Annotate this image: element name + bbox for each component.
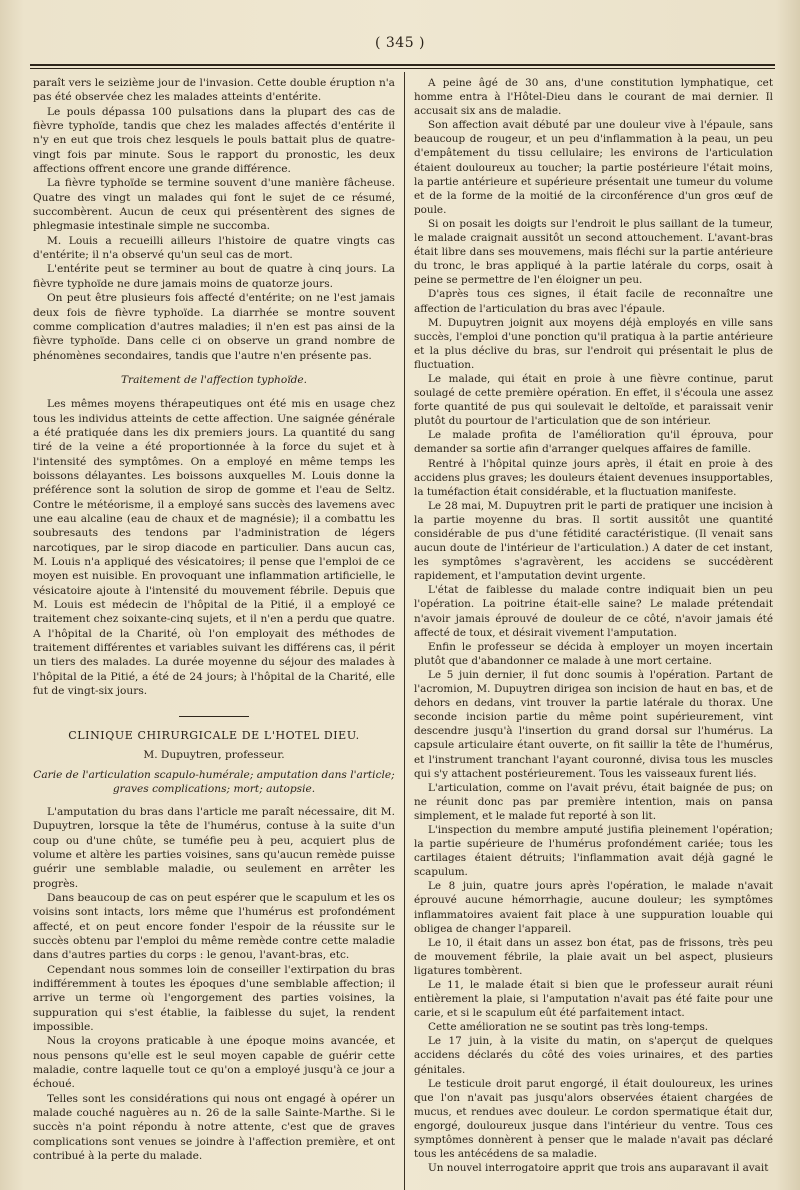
paragraph: D'après tous ces signes, il était facile de reconnaître une affection de l'articulation du bras avec l'épaule.	[414, 288, 773, 315]
case-summary: Carie de l'articulation scapulo-humérale; amputation dans l'article; graves complications; mort; autopsie.	[33, 769, 395, 796]
paragraph: Rentré à l'hôpital quinze jours après, il était en proie à des accidens plus graves; les douleurs étaient devenues insupportables, la tuméfaction était considérable, et la fluctuation manifeste.	[414, 457, 773, 498]
paragraph: M. Louis a recueilli ailleurs l'histoire de quatre vingts cas d'entérite; il n'a observé qu'un seul cas de mort.	[33, 234, 395, 262]
paragraph: Le 8 juin, quatre jours après l'opération, le malade n'avait éprouvé aucune hémorrhagie, aucune douleur; les symptômes inflammatoires avaient fait place à une suppuration louable qui obligea de changer l'appareil.	[414, 880, 773, 935]
paragraph: Le malade, qui était en proie à une fièvre continue, parut soulagé de cette première opération. En effet, il s'écoula une assez forte quantité de pus qui soulevait le deltoïde, et paraissait venir plutôt du pourtour de l'articulation que de son intérieur.	[414, 372, 773, 428]
paragraph: M. Dupuytren joignit aux moyens déjà employés en ville sans succès, l'emploi d'une ponction qu'il pratiqua à la partie antérieure et la plus déclive du bras, sur l'endroit qui présentait le plus de fluctuation.	[414, 316, 773, 371]
paragraph: paraît vers le seizième jour de l'invasion. Cette double éruption n'a pas été observée chez les malades atteints d'entérite.	[33, 77, 395, 104]
professor-line: M. Dupuytren, professeur.	[143, 748, 285, 761]
paragraph: Le malade profita de l'amélioration qu'il éprouva, pour demander sa sortie afin d'arranger quelques affaires de famille.	[414, 429, 773, 456]
paragraph: On peut être plusieurs fois affecté d'entérite; on ne l'est jamais deux fois de fièvre typhoïde. La diarrhée se montre souvent comme complication d'autres maladies; il n'en est pas ainsi de la fièvre typhoïde. Dans celle ci on observe un grand nombre de phénomènes secondaires, tandis que l'autre n'en présente pas.	[33, 292, 395, 362]
paragraph: Les mêmes moyens thérapeutiques ont été mis en usage chez tous les individus atteints de cette affection. Une saignée générale a été pratiquée dans les dix premiers jours. La quantité du sang tiré de la veine a été proportionnée à la force du sujet et à l'intensité des symptômes. On a employé en même temps les boissons délayantes. Les boissons auxquelles M. Louis donne la préférence sont la solution de sirop de gomme et l'eau de Seltz. Contre le météorisme, il a employé sans succès des lavemens avec une eau alcaline (eau de chaux et de magnésie); il a combattu les soubresauts des tendons par l'administration de légers narcotiques, par le sirop diacode en particulier. Dans aucun cas, M. Louis n'a appliqué des vésicatoires; il pense que l'emploi de ce moyen est nuisible. En provoquant une inflammation artificielle, le vésicatoire ajoute à l'intensité du mouvement fébrile. Depuis que M. Louis est médecin de l'hôpital de la Pitié, il a employé ce traitement chez soixante-cinq sujets, et il n'en a perdu que quatre. A l'hôpital de la Charité, où l'on employait des méthodes de traitement différentes et variables suivant les différens cas, il périt un tiers des malades. La durée moyenne du séjour des malades à l'hôpital de la Pitié, a été de 24 jours; à l'hôpital de la Charité, elle fut de vingt-six jours.	[33, 398, 395, 698]
paragraph: Le 28 mai, M. Dupuytren prit le parti de pratiquer une incision à la partie moyenne du bras. Il sortit aussitôt une quantité considérable de pus d'une fétidité caractéristique. (Il venait sans aucun doute de l'intérieur de l'articulation.) A dater de cet instant, les symptômes s'agravèrent, les accidens se succédèrent rapidement, et l'amputation devint urgente.	[414, 499, 773, 583]
paragraph: Un nouvel interrogatoire apprit que trois ans auparavant il avait	[428, 1162, 769, 1175]
paragraph: Le 11, le malade était si bien que le professeur aurait réuni entièrement la plaie, si l'amputation n'avait pas été faite pour une carie, et si le scapulum eût été parfaitement intact.	[414, 979, 773, 1020]
clinic-title: CLINIQUE CHIRURGICALE DE L'HOTEL DIEU.	[68, 729, 360, 743]
paragraph: Cette amélioration ne se soutint pas très long-temps.	[428, 1021, 709, 1034]
paragraph: Le testicule droit parut engorgé, il était douloureux, les urines que l'on n'avait pas jusqu'alors observées étaient chargées de mucus, et rendues avec douleur. Le cordon spermatique était dur, engorgé, douloureux jusque dans l'intérieur du ventre. Tous ces symptômes donnèrent à penser que le malade n'avait pas déclaré tous les antécédens de sa maladie.	[414, 1077, 773, 1161]
paragraph: Le 17 juin, à la visite du matin, on s'aperçut de quelques accidens déclarés du côté des voies urinaires, et des parties génitales.	[414, 1035, 773, 1076]
paragraph: L'articulation, comme on l'avait prévu, était baignée de pus; on ne réunit donc pas par première intention, mais on pansa simplement, et le malade fut reporté à son lit.	[414, 781, 773, 822]
header-rule	[30, 64, 775, 66]
section-separator	[179, 716, 249, 717]
header-rule-thin	[30, 68, 775, 69]
paragraph: L'inspection du membre amputé justifia pleinement l'opération; la partie supérieure de l'humérus profondément cariée; tous les cartilages étaient détruits; l'inflammation avait déjà gagné le scapulum.	[414, 823, 773, 879]
left-column	[33, 76, 395, 1163]
right-column	[414, 76, 773, 1175]
paragraph: La fièvre typhoïde se termine souvent d'une manière fâcheuse. Quatre des vingt un malades qui font le sujet de ce résumé, succombèrent. Aucun de ceux qui présentèrent des signes de phlegmasie intestinale simple ne succomba.	[33, 177, 395, 233]
paragraph: Telles sont les considérations qui nous ont engagé à opérer un malade couché naguères au n. 26 de la salle Sainte-Marthe. Si le succès n'a point répondu à notre attente, c'est que de graves complications sont venues se joindre à l'affection première, et ont contribué à la perte du malade.	[33, 1092, 395, 1163]
paragraph: Son affection avait débuté par une douleur vive à l'épaule, sans beaucoup de rougeur, et un peu d'inflammation à la peau, un peu d'empâtement du tissu cellulaire; les environs de l'articulation étaient douloureux au toucher; la partie postérieure l'était moins, la partie antérieure et supérieure présentait une tumeur du volume et de la forme de la moitié de la circonférence d'un gros œuf de poule.	[414, 119, 773, 216]
paragraph: L'état de faiblesse du malade contre indiquait bien un peu l'opération. La poitrine était-elle saine? Le malade prétendait n'avoir jamais éprouvé de douleur de ce côté, n'avoir jamais été affecté de toux, et désirait vivement l'amputation.	[414, 584, 773, 639]
paragraph: L'entérite peut se terminer au bout de quatre à cinq jours. La fièvre typhoïde ne dure jamais moins de quatorze jours.	[33, 263, 395, 290]
section-subtitle: Traitement de l'affection typhoïde.	[120, 373, 308, 386]
paragraph: Si on posait les doigts sur l'endroit le plus saillant de la tumeur, le malade craignait aussitôt un second attouchement. L'avant-bras était libre dans ses mouvemens, mais fléchi sur la partie antérieure du tronc, le bras appliqué à la partie latérale du corps, osait à peine se permettre de l'en éloigner un peu.	[414, 217, 773, 287]
paragraph: Le pouls dépassa 100 pulsations dans la plupart des cas de fièvre typhoïde, tandis que chez les malades affectés d'entérite il n'y en eut que trois chez lesquels le pouls battait plus de quatre-vingt fois par minute. Sous le rapport du pronostic, les deux affections offrent encore une grande différence.	[33, 105, 395, 176]
page-number: ( 345 )	[374, 35, 426, 51]
paragraph: Nous la croyons praticable à une époque moins avancée, et nous pensons qu'elle est le seul moyen capable de guérir cette maladie, contre laquelle tout ce qu'on a employé jusqu'à ce jour a échoué.	[33, 1035, 395, 1091]
paragraph: Le 10, il était dans un assez bon état, pas de frissons, très peu de mouvement fébrile, la plaie avait un bel aspect, plusieurs ligatures tombèrent.	[414, 936, 773, 977]
column-divider	[404, 72, 405, 1190]
paragraph: L'amputation du bras dans l'article me paraît nécessaire, dit M. Dupuytren, lorsque la tête de l'humérus, contuse à la suite d'un coup ou d'une chûte, se tuméfie peu à peu, acquiert plus de volume et altère les parties voisines, sans qu'aucun remède puisse guérir une semblable maladie, ou seulement en arrêter les progrès.	[33, 805, 395, 890]
paragraph: Dans beaucoup de cas on peut espérer que le scapulum et les os voisins sont intacts, lors même que l'humérus est profondément affecté, et on peut encore fonder l'espoir de la réussite sur le succès obtenu par l'emploi du même remède contre cette maladie dans d'autres parties du corps : le genou, l'avant-bras, etc.	[33, 891, 395, 962]
paragraph: Le 5 juin dernier, il fut donc soumis à l'opération. Partant de l'acromion, M. Dupuytren dirigea son incision de haut en bas, et de dehors en dedans, vint trouver la partie latérale du thorax. Une seconde incision partie du même point supérieurement, vint descendre jusqu'à l'insertion du grand dorsal sur l'humérus. La capsule articulaire étant ouverte, on fit saillir la tête de l'humérus, et l'instrument tranchant l'ayant couronné, divisa tous les muscles qui s'y attachent postérieurement. Tous les vaisseaux furent liés.	[414, 668, 773, 780]
paragraph: A peine âgé de 30 ans, d'une constitution lymphatique, cet homme entra à l'Hôtel-Dieu dans le courant de mai dernier. Il accusait six ans de maladie.	[414, 77, 773, 118]
paragraph: Cependant nous sommes loin de conseiller l'extirpation du bras indifféremment à toutes les époques d'une semblable affection; il arrive un terme où l'engorgement des parties voisines, la suppuration qui s'est établie, la faiblesse du sujet, la rendent impossible.	[33, 963, 395, 1033]
paragraph: Enfin le professeur se décida à employer un moyen incertain plutôt que d'abandonner ce malade à une mort certaine.	[414, 640, 773, 667]
